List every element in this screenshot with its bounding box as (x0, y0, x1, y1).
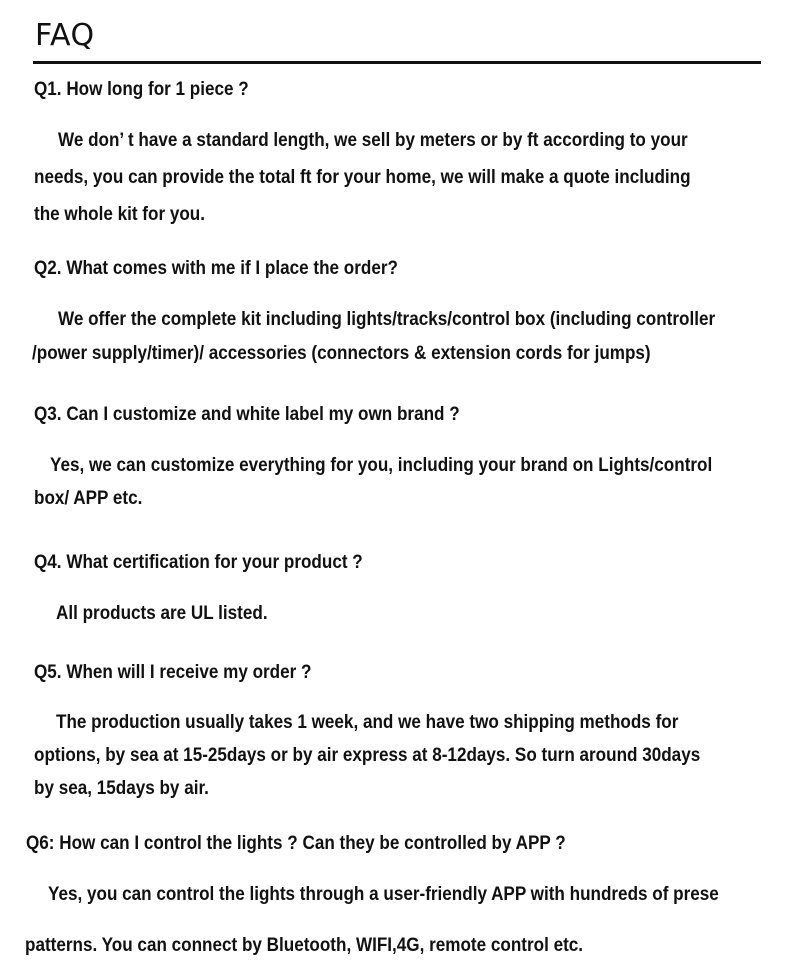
faq-answer-5-line-1: The production usually takes 1 week, and we have two shipping methods for (56, 712, 679, 733)
faq-answer-1-line-1: We don’ t have a standard length, we sell by meters or by ft according to your (58, 130, 688, 151)
title-divider (33, 61, 761, 64)
faq-answer-1-line-3: the whole kit for you. (34, 204, 206, 225)
faq-answer-6-line-1: Yes, you can control the lights through a user-friendly APP with hundreds of prese (48, 884, 719, 905)
faq-question-4: Q4. What certification for your product ? (34, 552, 363, 573)
faq-answer-6-line-2: patterns. You can connect by Bluetooth, WIFI,4G, remote control etc. (25, 935, 584, 956)
faq-answer-2-line-1: We offer the complete kit including lights/tracks/control box (including controller (58, 309, 716, 330)
faq-answer-1-line-2: needs, you can provide the total ft for your home, we will make a quote including (34, 167, 691, 188)
faq-question-1: Q1. How long for 1 piece ? (34, 79, 249, 100)
faq-answer-3-line-1: Yes, we can customize everything for you, including your brand on Lights/control (50, 455, 713, 476)
page-title: FAQ (35, 18, 95, 53)
faq-answer-2-line-2: /power supply/timer)/ accessories (connectors & extension cords for jumps) (32, 343, 651, 364)
faq-question-6: Q6: How can I control the lights ? Can they be controlled by APP ? (26, 833, 566, 854)
faq-question-3: Q3. Can I customize and white label my own brand ? (34, 404, 460, 425)
faq-answer-4-line-1: All products are UL listed. (56, 603, 268, 624)
faq-answer-3-line-2: box/ APP etc. (34, 488, 143, 509)
faq-answer-5-line-2: options, by sea at 15-25days or by air express at 8-12days. So turn around 30days (34, 745, 701, 766)
faq-question-2: Q2. What comes with me if I place the order? (34, 258, 398, 279)
faq-answer-5-line-3: by sea, 15days by air. (34, 778, 209, 799)
faq-question-5: Q5. When will I receive my order ? (34, 662, 312, 683)
